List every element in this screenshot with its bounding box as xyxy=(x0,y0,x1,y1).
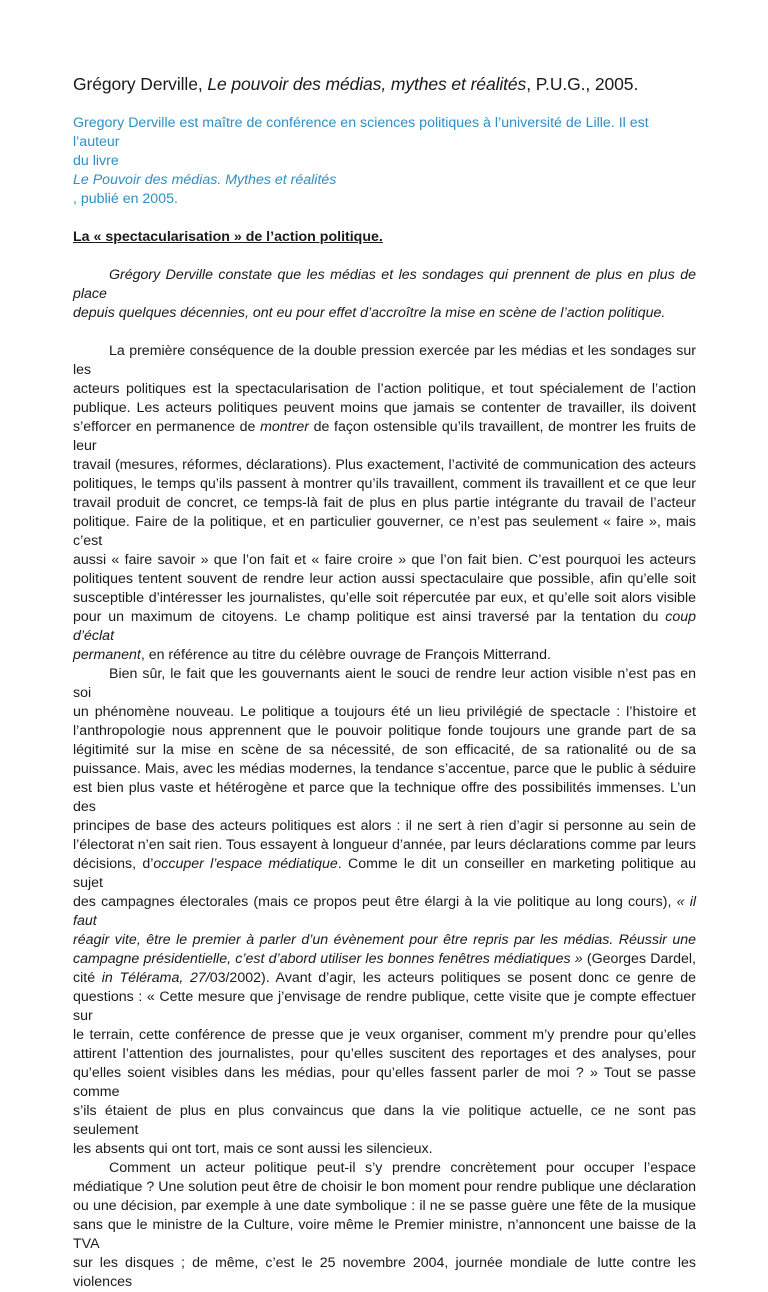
lead-paragraph: Grégory Derville constate que les médias et les sondages qui prennent de plus en plus de place depuis quelques décennies, ont eu pour effet d’accroître la mise en scène de l’action politique. xyxy=(73,267,696,321)
paragraph-2: Bien sûr, le fait que les gouvernants aient le souci de rendre leur action visible n’est pas en soi un phénomène nouveau. Le politique a toujours été un lieu privilégié de spectacle : l’histoire et l’anthropologie nous apprennent que le pouvoir politique fonde toujours une grande part de sa légitimité sur la mise en scène de sa nécessité, de son efficacité, de sa rationalité ou de sa puissance. Mais, avec les médias modernes, la tendance s’accentue, parce que le public à séduire est bien plus vaste et hétérogène et parce que la technique offre des possibilités immenses. L’un des principes de base des acteurs politiques est alors : il ne sert à rien d’agir si personne au sein de l’électorat n’en sait rien. Tous essayent à longueur d’année, par leurs déclarations comme par leurs décisions, d’occuper l’espace médiatique. Comme le dit un conseiller en marketing politique au sujet des campagnes électorales (mais ce propos peut être élargi à la vie politique au long cours), « il faut réagir vite, être le premier à parler d’un évènement pour être repris par les médias. Réussir une campagne présidentielle, c’est d’abord utiliser les bonnes fenêtres médiatiques » (Georges Dardel, cité in Télérama, 27/03/2002). Avant d’agir, les acteurs politiques se posent donc ce genre de questions : « Cette mesure que j’envisage de rendre publique, cette visite que je compte effectuer sur le terrain, cette conférence de presse que je veux organiser, comment m’y prendre pour qu’elles attirent l’attention des journalistes, pour qu’elles suscitent des reportages et des analyses, pour qu’elles soient visibles dans les médias, pour qu’elles fassent parler de moi ? » Tout se passe comme s’ils étaient de plus en plus convaincus que dans la vie politique actuelle, ce ne sont pas seulement les absents qui ont tort, mais ce sont aussi les silencieux. xyxy=(73,666,696,1157)
author-intro: Gregory Derville est maître de conférence en sciences politiques à l’université de Lille. Il est l’auteur du livre Le Pouvoir des médias. Mythes et réalités , publié en 2005. xyxy=(73,115,649,207)
document-title: Grégory Derville, Le pouvoir des médias, mythes et réalités, P.U.G., 2005. xyxy=(73,74,639,94)
book-title: Le pouvoir des médias, mythes et réalités xyxy=(207,74,527,94)
publisher: P.U.G., 2005. xyxy=(535,74,639,94)
section-heading: La « spectacularisation » de l’action politique. xyxy=(73,229,383,245)
paragraph-1: La première conséquence de la double pression exercée par les médias et les sondages sur les acteurs politiques est la spectacularisation de l’action politique, et tout spécialement de l’action publique. Les acteurs politiques peuvent moins que jamais se contenter de travailler, ils doivent s’efforcer en permanence de montrer de façon ostensible qu’ils travaillent, de montrer les fruits de leur travail (mesures, réformes, déclarations). Plus exactement, l’activité de communication des acteurs politiques, le temps qu’ils passent à montrer qu’ils travaillent, comment ils travaillent et ce que leur travail produit de concret, ce temps-là fait de plus en plus partie intégrante du travail de l’acteur politique. Faire de la politique, et en particulier gouverner, ce n’est pas seulement « faire », mais c’est aussi « faire savoir » que l’on fait et « faire croire » que l’on fait bien. C’est pourquoi les acteurs politiques tentent souvent de rendre leur action aussi spectaculaire que possible, afin qu’elle soit susceptible d’intéresser les journalistes, qu’elle soit répercutée par eux, et qu’elle soit alors visible pour un maximum de citoyens. Le champ politique est ainsi traversé par la tentation du coup d’éclat permanent, en référence au titre du célèbre ouvrage de François Mitterrand. xyxy=(73,343,696,663)
author-name: Grégory Derville xyxy=(73,74,198,94)
paragraph-3: Comment un acteur politique peut-il s’y prendre concrètement pour occuper l’espace médiatique ? Une solution peut être de choisir le bon moment pour rendre publique une déclaration ou une décision, par exemple à une date symbolique : il ne se passe guère une fête de la musique sans que le ministre de la Culture, voire même le Premier ministre, n’annoncent une baisse de la TVA sur les disques ; de même, c’est le 25 novembre 2004, journée mondiale de lutte contre les violences xyxy=(73,1160,696,1290)
